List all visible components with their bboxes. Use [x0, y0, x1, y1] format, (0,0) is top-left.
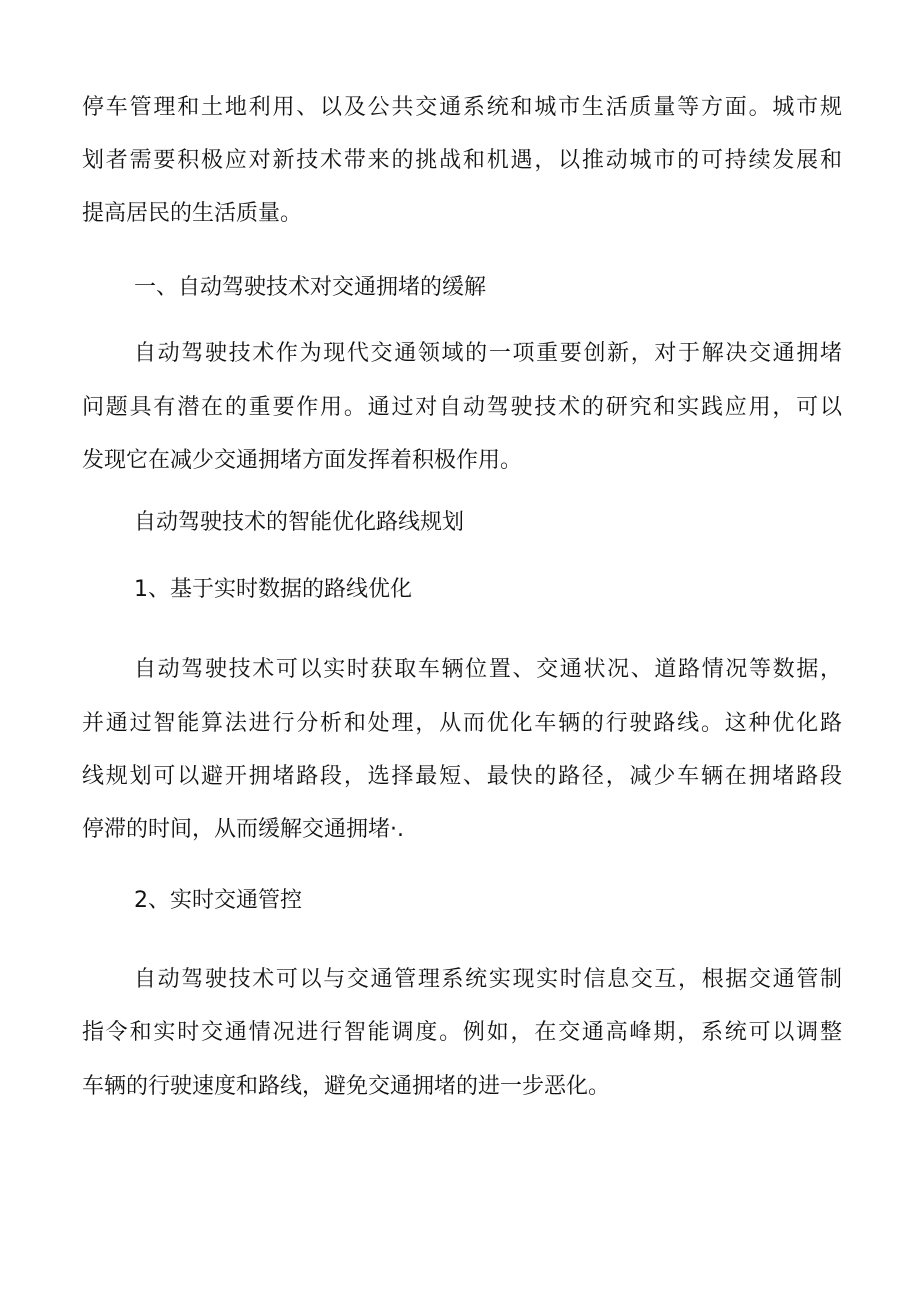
- paragraph-1-line-3: 提高居民的生活质量。: [82, 201, 303, 226]
- paragraph-4-line-3: 车辆的行驶速度和路线，避免交通拥堵的进一步恶化。: [82, 1074, 611, 1099]
- paragraph-3-line-4: 停滞的时间，从而缓解交通拥堵·.: [82, 817, 404, 842]
- paragraph-3-line-2: 并通过智能算法进行分析和处理，从而优化车辆的行驶路线。这种优化路: [82, 711, 842, 736]
- paragraph-2-line-2: 问题具有潜在的重要作用。通过对自动驾驶技术的研究和实践应用，可以: [82, 395, 842, 420]
- paragraph-4-line-2: 指令和实时交通情况进行智能调度。例如，在交通高峰期，系统可以调整: [82, 1020, 842, 1045]
- paragraph-3-line-1: 自动驾驶技术可以实时获取车辆位置、交通状况、道路情况等数据，: [134, 657, 842, 682]
- subheading-1: 1、基于实时数据的路线优化: [134, 577, 412, 602]
- paragraph-2-line-1: 自动驾驶技术作为现代交通领域的一项重要创新，对于解决交通拥堵: [134, 341, 842, 366]
- paragraph-1-line-1: 停车管理和土地利用、以及公共交通系统和城市生活质量等方面。城市规: [82, 95, 842, 120]
- subheading-2: 2、实时交通管控: [134, 888, 302, 913]
- subheading-route-planning: 自动驾驶技术的智能优化路线规划: [134, 510, 465, 535]
- paragraph-2-line-3: 发现它在减少交通拥堵方面发挥着积极作用。: [82, 448, 523, 473]
- paragraph-3-line-3: 线规划可以避开拥堵路段，选择最短、最快的路径，减少车辆在拥堵路段: [82, 764, 842, 789]
- section-heading-1: 一、自动驾驶技术对交通拥堵的缓解: [134, 275, 487, 300]
- paragraph-1-line-2: 划者需要积极应对新技术带来的挑战和机遇，以推动城市的可持续发展和: [82, 148, 842, 173]
- paragraph-4-line-1: 自动驾驶技术可以与交通管理系统实现实时信息交互，根据交通管制: [134, 967, 842, 992]
